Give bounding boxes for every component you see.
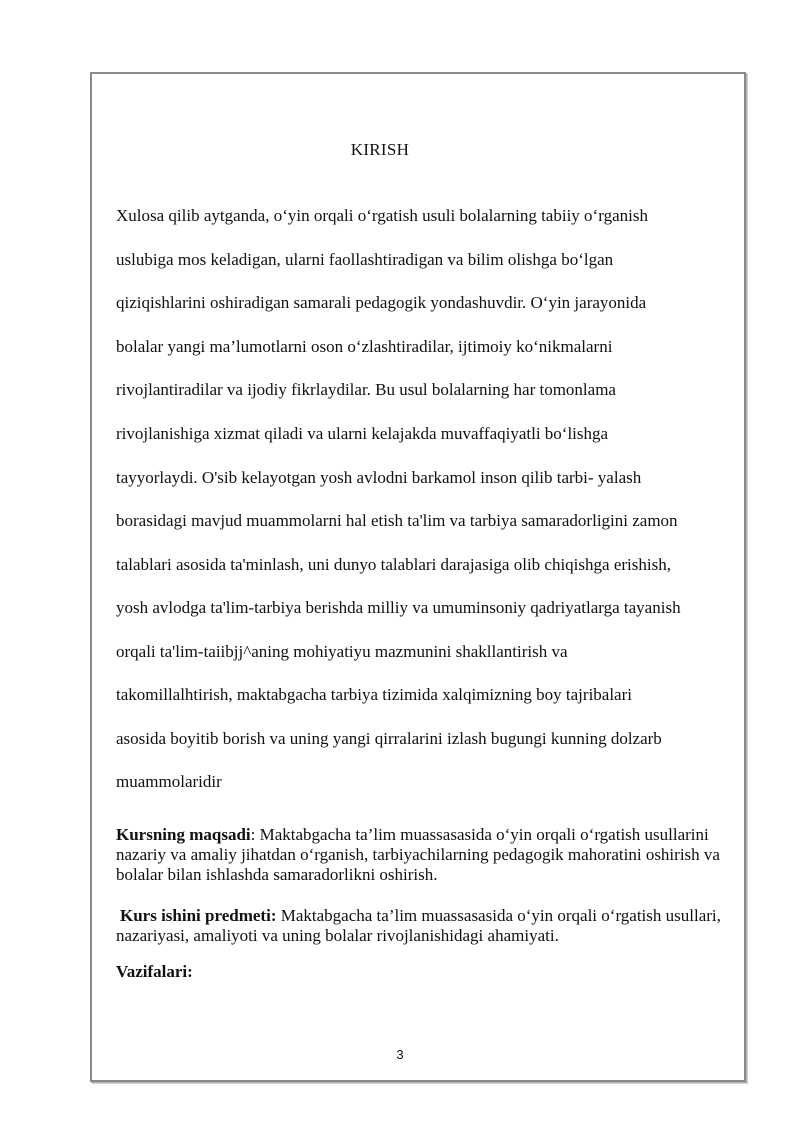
intro-line-3: qiziqishlarini oshiradigan samarali pedagogik yondashuvdir. O‘yin jarayonida bbox=[116, 293, 647, 312]
intro-line-8: borasidagi mavjud muammolarni hal etish ta'lim va tarbiya samaradorligini zamon bbox=[116, 511, 678, 530]
intro-line-5: rivojlantiradilar va ijodiy fikrlaydilar. Bu usul bolalarning har tomonlama bbox=[116, 380, 616, 399]
course-subject-paragraph bbox=[116, 906, 736, 946]
course-subject-label: Kurs ishini predmeti: bbox=[120, 906, 277, 925]
intro-line-2: uslubiga mos keladigan, ularni faollashtiradigan va bilim olishga bo‘lgan bbox=[116, 250, 614, 269]
page-title bbox=[0, 140, 800, 160]
intro-line-9: talablari asosida ta'minlash, uni dunyo talablari darajasiga olib chiqishga erishish, bbox=[116, 555, 671, 574]
intro-line-1: Xulosa qilib aytganda, o‘yin orqali o‘rgatish usuli bolalarning tabiiy o‘rganish bbox=[116, 206, 648, 225]
course-goal-text: : Maktabgacha ta’lim muassasasida o‘yin orqali o‘rgatish usullarini nazariy va amaliy jihatdan o‘rganish, tarbiyachilarning pedagogik mahoratini oshirish va bolalar bilan ishlashda samaradorlikni oshirish. bbox=[116, 825, 720, 884]
course-goal-label: Kursning maqsadi bbox=[116, 825, 251, 844]
intro-line-4: bolalar yangi ma’lumotlarni oson o‘zlashtiradilar, ijtimoiy ko‘nikmalarni bbox=[116, 337, 613, 356]
intro-line-6: rivojlanishiga xizmat qiladi va ularni kelajakda muvaffaqiyatli bo‘lishga bbox=[116, 424, 609, 443]
tasks-heading-text: Vazifalari: bbox=[116, 962, 193, 981]
intro-line-11: orqali ta'lim-taiibjj^aning mohiyatiyu mazmunini shakllantirish va bbox=[116, 642, 568, 661]
intro-line-7: tayyorlaydi. O'sib kelayotgan yosh avlodni barkamol inson qilib tarbi- yalash bbox=[116, 468, 642, 487]
tasks-heading bbox=[116, 962, 736, 982]
intro-line-14: muammolaridir bbox=[116, 772, 222, 791]
intro-line-10: yosh avlodga ta'lim-tarbiya berishda milliy va umuminsoniy qadriyatlarga tayanish bbox=[116, 598, 681, 617]
page-number: 3 bbox=[396, 1047, 404, 1062]
intro-line-12: takomillalhtirish, maktabgacha tarbiya tizimida xalqimizning boy tajribalari bbox=[116, 685, 632, 704]
course-goal-paragraph bbox=[116, 825, 736, 885]
intro-line-13: asosida boyitib borish va uning yangi qirralarini izlash bugungi kunning dolzarb bbox=[116, 729, 662, 748]
title-text: KIRISH bbox=[350, 140, 410, 159]
course-subject-text: Maktabgacha ta’lim muassasasida o‘yin orqali o‘rgatish usullari, nazariyasi, amaliyoti va uning bolalar rivojlanishidagi ahamiyati. bbox=[116, 906, 721, 945]
